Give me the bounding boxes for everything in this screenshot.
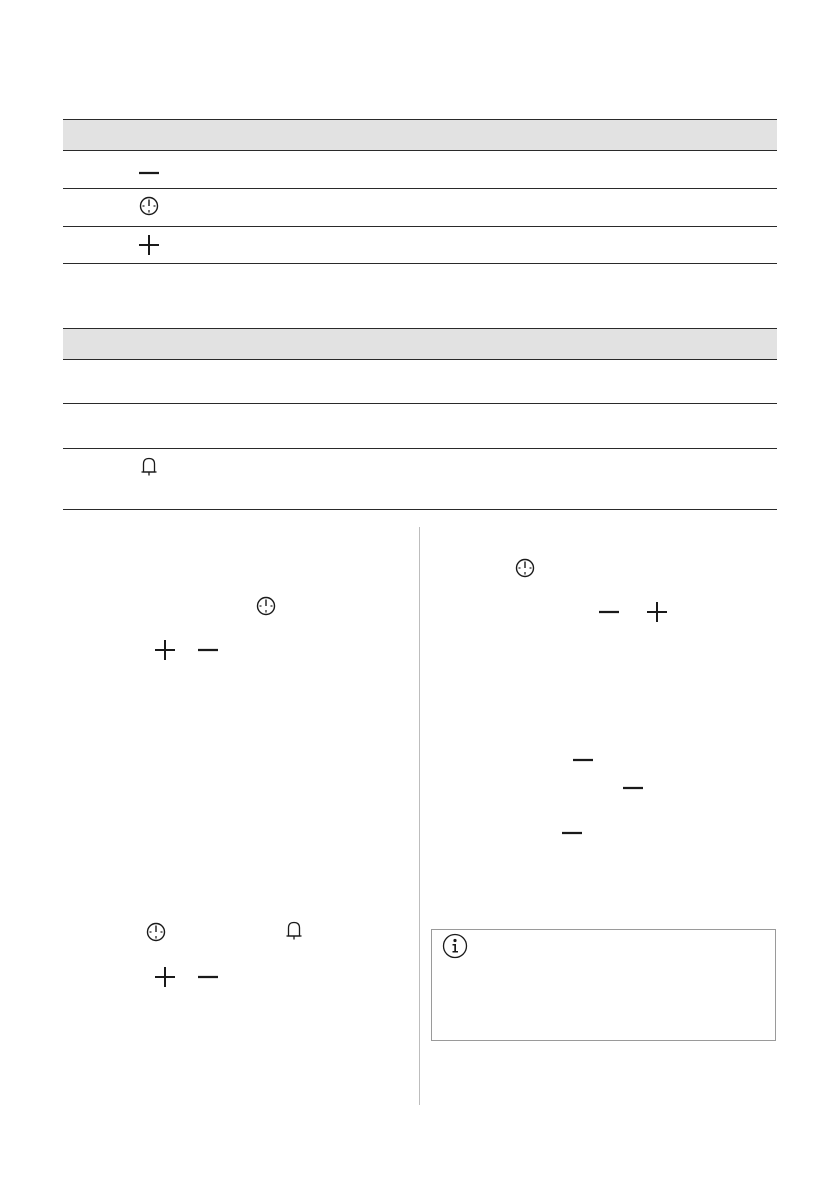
table-2-row-2-rule	[63, 448, 777, 449]
clock-icon	[139, 196, 159, 216]
plus-icon	[646, 601, 668, 623]
minus-icon	[561, 822, 583, 844]
minus-icon	[197, 966, 219, 988]
minus-icon	[138, 162, 160, 184]
table-2-header	[63, 328, 777, 360]
table-1-bottom-rule	[63, 263, 777, 264]
clock-icon	[146, 922, 166, 942]
clock-icon	[256, 596, 276, 616]
minus-icon	[598, 601, 620, 623]
info-note-box	[431, 929, 776, 1041]
minus-icon	[197, 639, 219, 661]
table-1-header-bottom-rule	[63, 150, 777, 151]
table-2-header-bottom-rule	[63, 359, 777, 360]
table-1-header	[63, 119, 777, 151]
clock-icon	[515, 558, 535, 578]
bell-icon	[140, 456, 158, 478]
plus-icon	[154, 966, 176, 988]
table-2-row-1-rule	[63, 403, 777, 404]
column-divider	[419, 527, 420, 1105]
info-icon	[442, 933, 468, 959]
plus-icon	[138, 234, 160, 256]
table-2-bottom-rule	[63, 509, 777, 510]
table-1-row-1-rule	[63, 188, 777, 189]
minus-icon	[572, 749, 594, 771]
table-1-row-2-rule	[63, 226, 777, 227]
minus-icon	[622, 777, 644, 799]
bell-icon	[285, 920, 303, 942]
plus-icon	[154, 639, 176, 661]
